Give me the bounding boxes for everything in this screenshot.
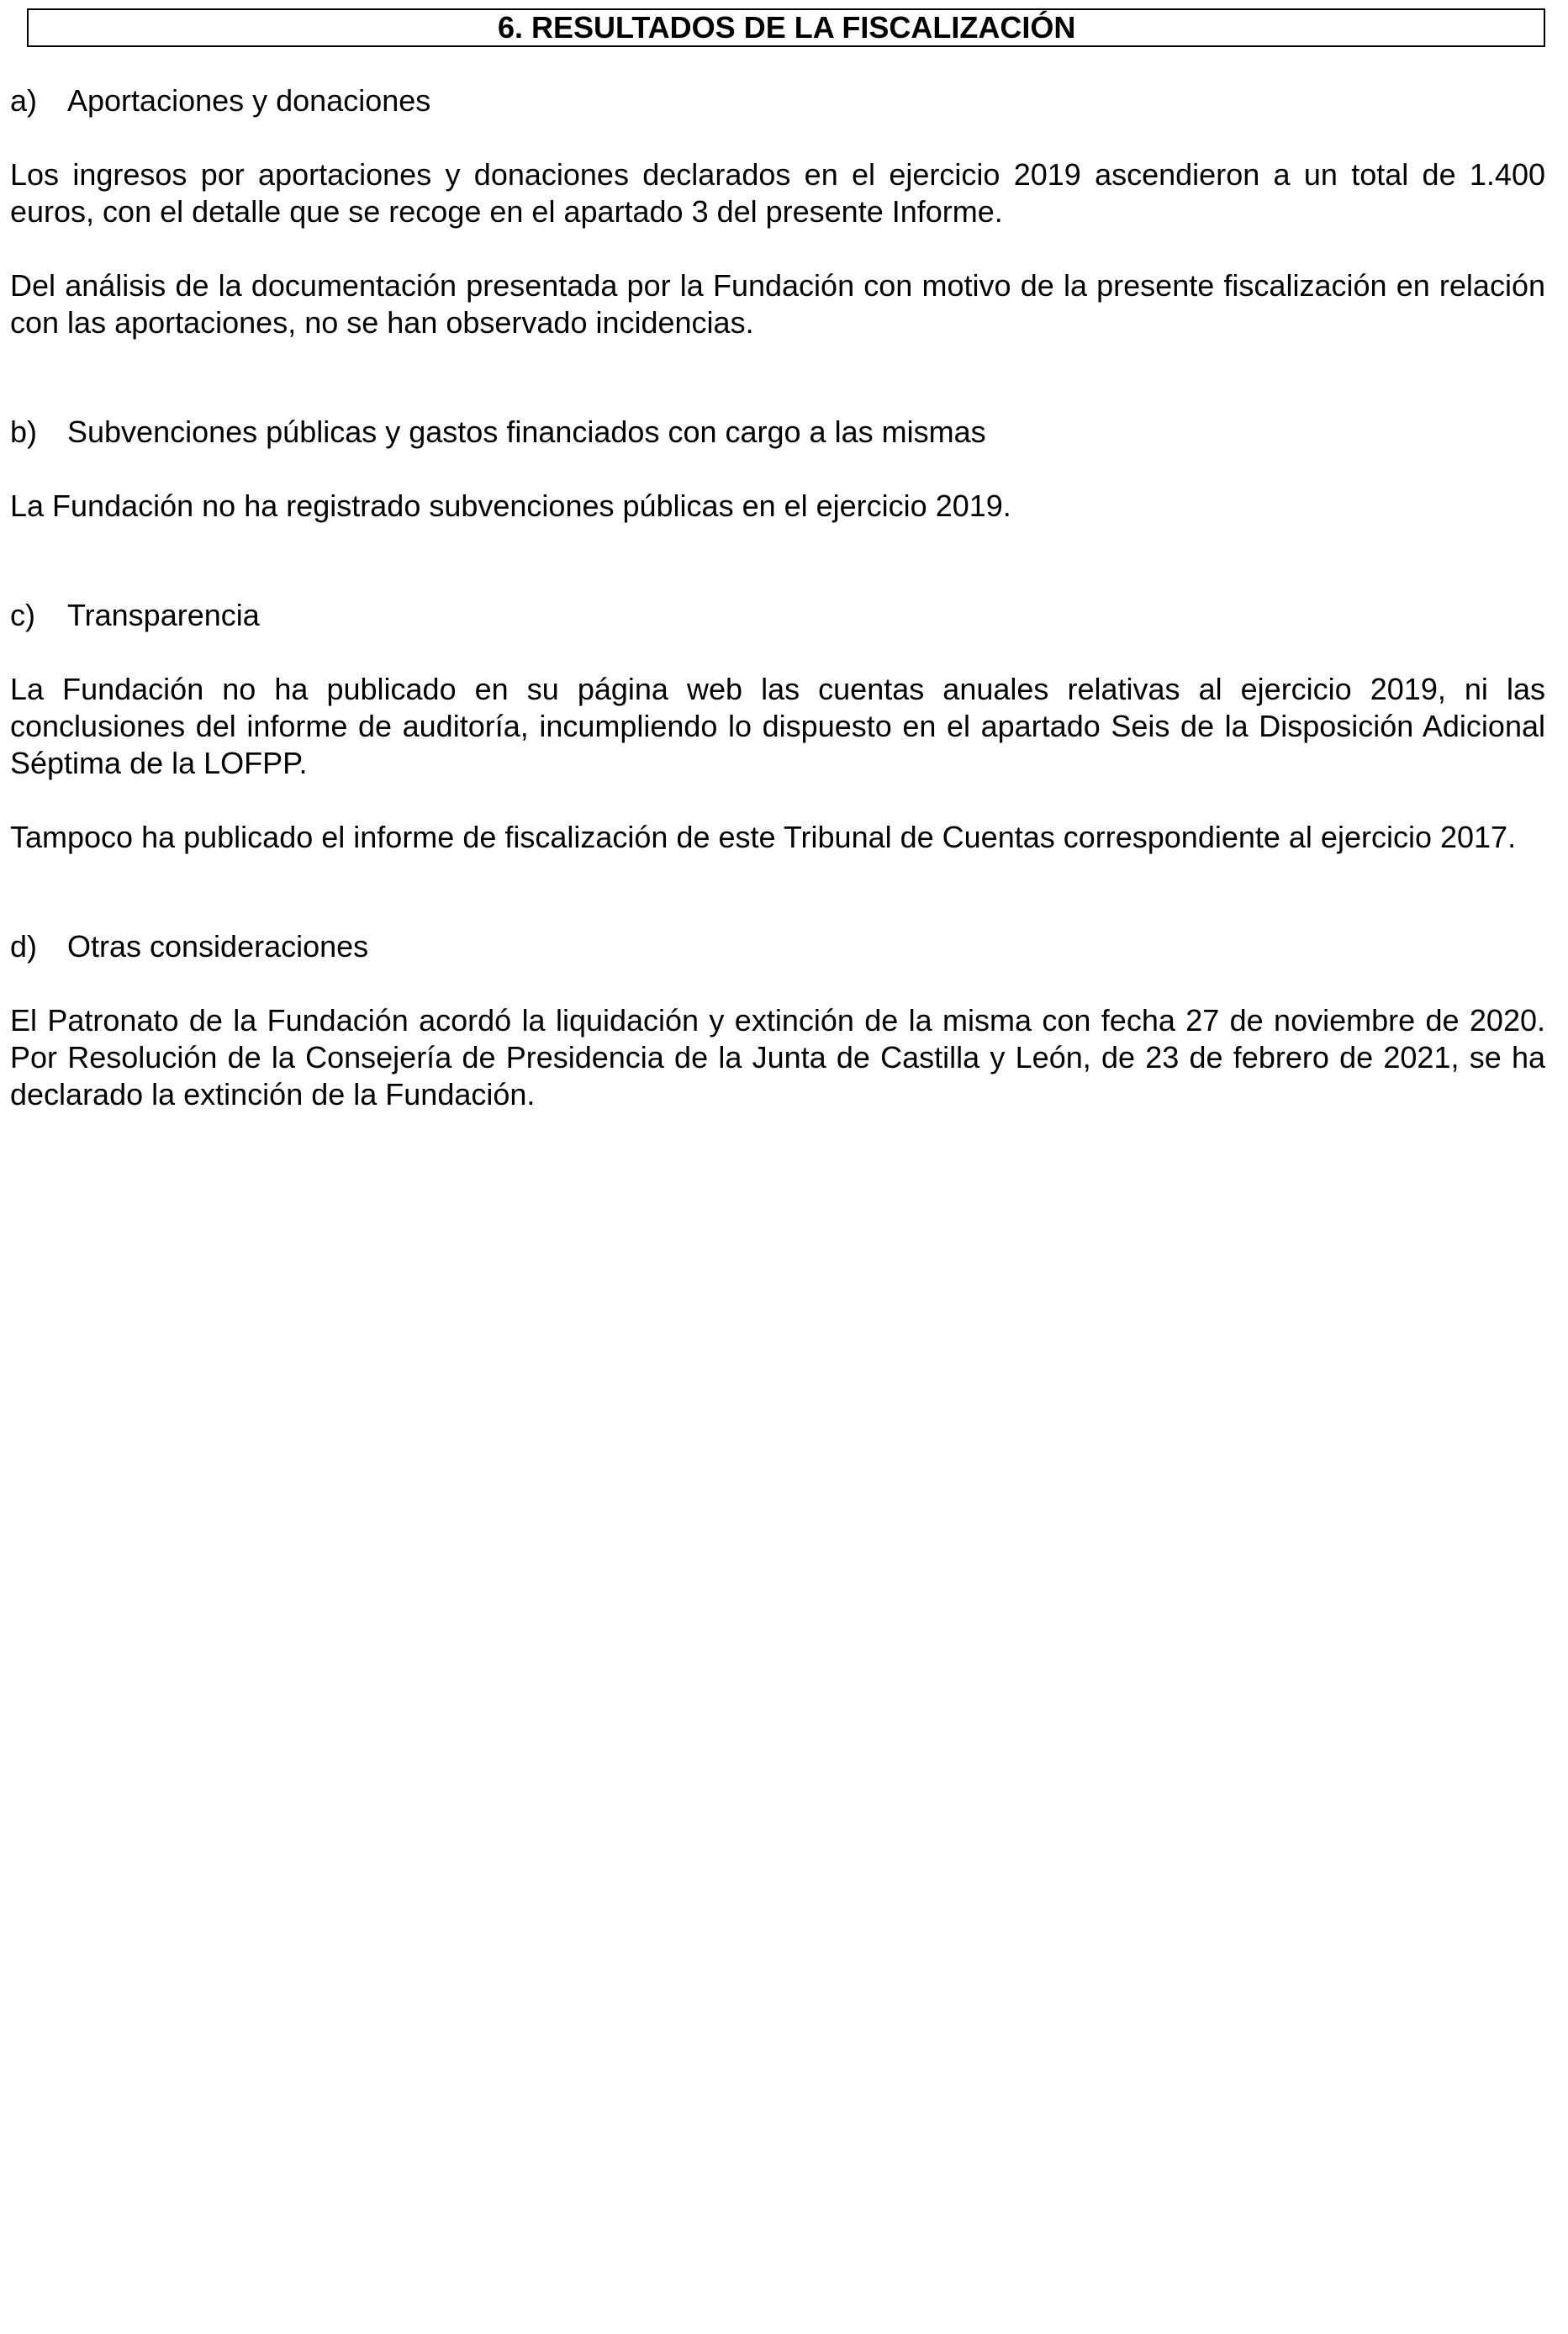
paragraph: El Patronato de la Fundación acordó la liquidación y extinción de la misma con fecha 27 de noviembre de 2020. Por Resolución de la Consejería de Presidencia de la Junta de Castilla y León, de 23 de febrero de 2021, se ha declarado la extinción de la Fundación. (10, 1003, 1545, 1112)
document-page (10, 8, 1545, 1113)
subsection-letter: b) (10, 415, 38, 449)
section-header-box (27, 8, 1545, 47)
section-title: 6. RESULTADOS DE LA FISCALIZACIÓN (498, 10, 1076, 45)
subsection-letter: d) (10, 929, 38, 964)
subsection-heading-d (10, 928, 1545, 965)
subsection-heading-c (10, 597, 1545, 634)
paragraph: La Fundación no ha registrado subvenciones públicas en el ejercicio 2019. (10, 488, 1011, 523)
subsection-title: Otras consideraciones (67, 929, 369, 964)
paragraph: Los ingresos por aportaciones y donaciones declarados en el ejercicio 2019 ascendieron a un total de 1.400 euros, con el detalle que se recoge en el apartado 3 del presente Informe. (10, 157, 1545, 229)
subsection-title: Subvenciones públicas y gastos financiados con cargo a las mismas (67, 415, 986, 449)
subsection-heading-a (10, 82, 1545, 119)
subsection-heading-b (10, 414, 1545, 451)
paragraph: Tampoco ha publicado el informe de fiscalización de este Tribunal de Cuentas correspondiente al ejercicio 2017. (10, 820, 1517, 854)
paragraph: Del análisis de la documentación presentada por la Fundación con motivo de la presente fiscalización en relación con las aportaciones, no se han observado incidencias. (10, 268, 1545, 340)
subsection-letter: a) (10, 83, 38, 118)
subsection-title: Aportaciones y donaciones (67, 83, 431, 118)
paragraph: La Fundación no ha publicado en su página web las cuentas anuales relativas al ejercicio 2019, ni las conclusiones del informe de auditoría, incumpliendo lo dispuesto en el apartado Seis de la Disposición Adicional Séptima de la LOFPP. (10, 672, 1545, 780)
subsection-title: Transparencia (67, 598, 260, 632)
subsection-letter: c) (10, 598, 35, 632)
